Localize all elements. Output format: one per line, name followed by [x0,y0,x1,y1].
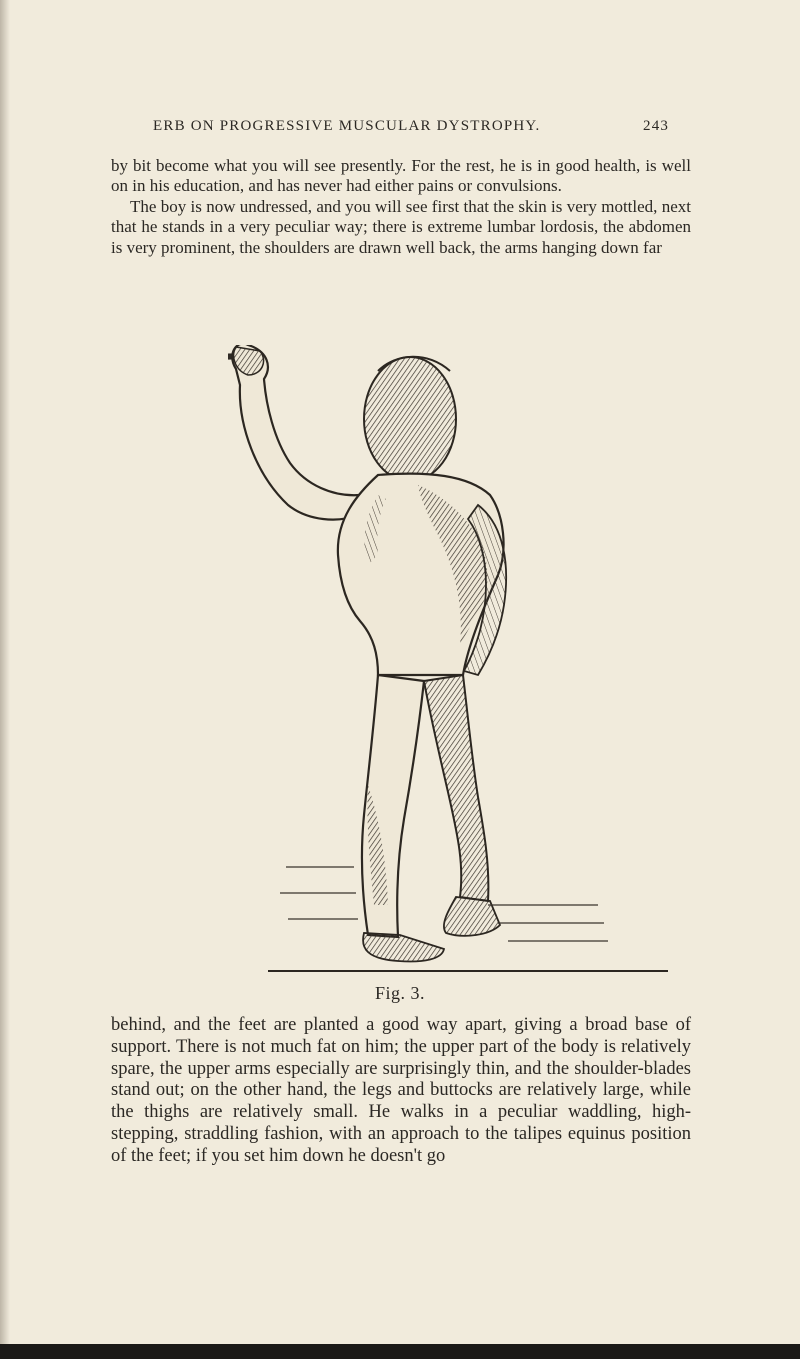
figure-caption: Fig. 3. [374,983,425,1003]
running-head [0,118,800,140]
paragraph-boy-undressed: The boy is now undressed, and you will see first that the skin is very mottled, next that he stands in a very peculiar way; there is extreme lumbar lordosis, the abdomen is very prominent, the shoulders are drawn well back, the arms hanging down far [111,196,691,257]
page-edge-shadow [0,0,10,1359]
page-bottom-edge [0,1344,800,1359]
body-text-top [111,156,691,258]
engraving-boy-standing [228,345,668,985]
running-title: ERB ON PROGRESSIVE MUSCULAR DYSTROPHY. [153,118,541,134]
figure-boy-illustration [228,345,668,985]
paragraph-continued: by bit become what you will see presently. For the rest, he is in good health, is well on in his education, and has never had either pains or convulsions. [111,156,691,196]
page-number: 243 [643,118,670,134]
body-text-bottom [111,1015,691,1168]
paragraph-feet-planted: behind, and the feet are planted a good way apart, giving a broad base of support. There is not much fat on him; the upper part of the body is relatively spare, the upper arms especially are surprisingly thin, and the shoulder-blades stand out; on the other hand, the legs and buttocks are relatively large, while the thighs are relatively small. He walks in a peculiar waddling, high-stepping, straddling fashion, with an approach to the talipes equinus position of the feet; if you set him down he doesn't go [111,1015,691,1166]
